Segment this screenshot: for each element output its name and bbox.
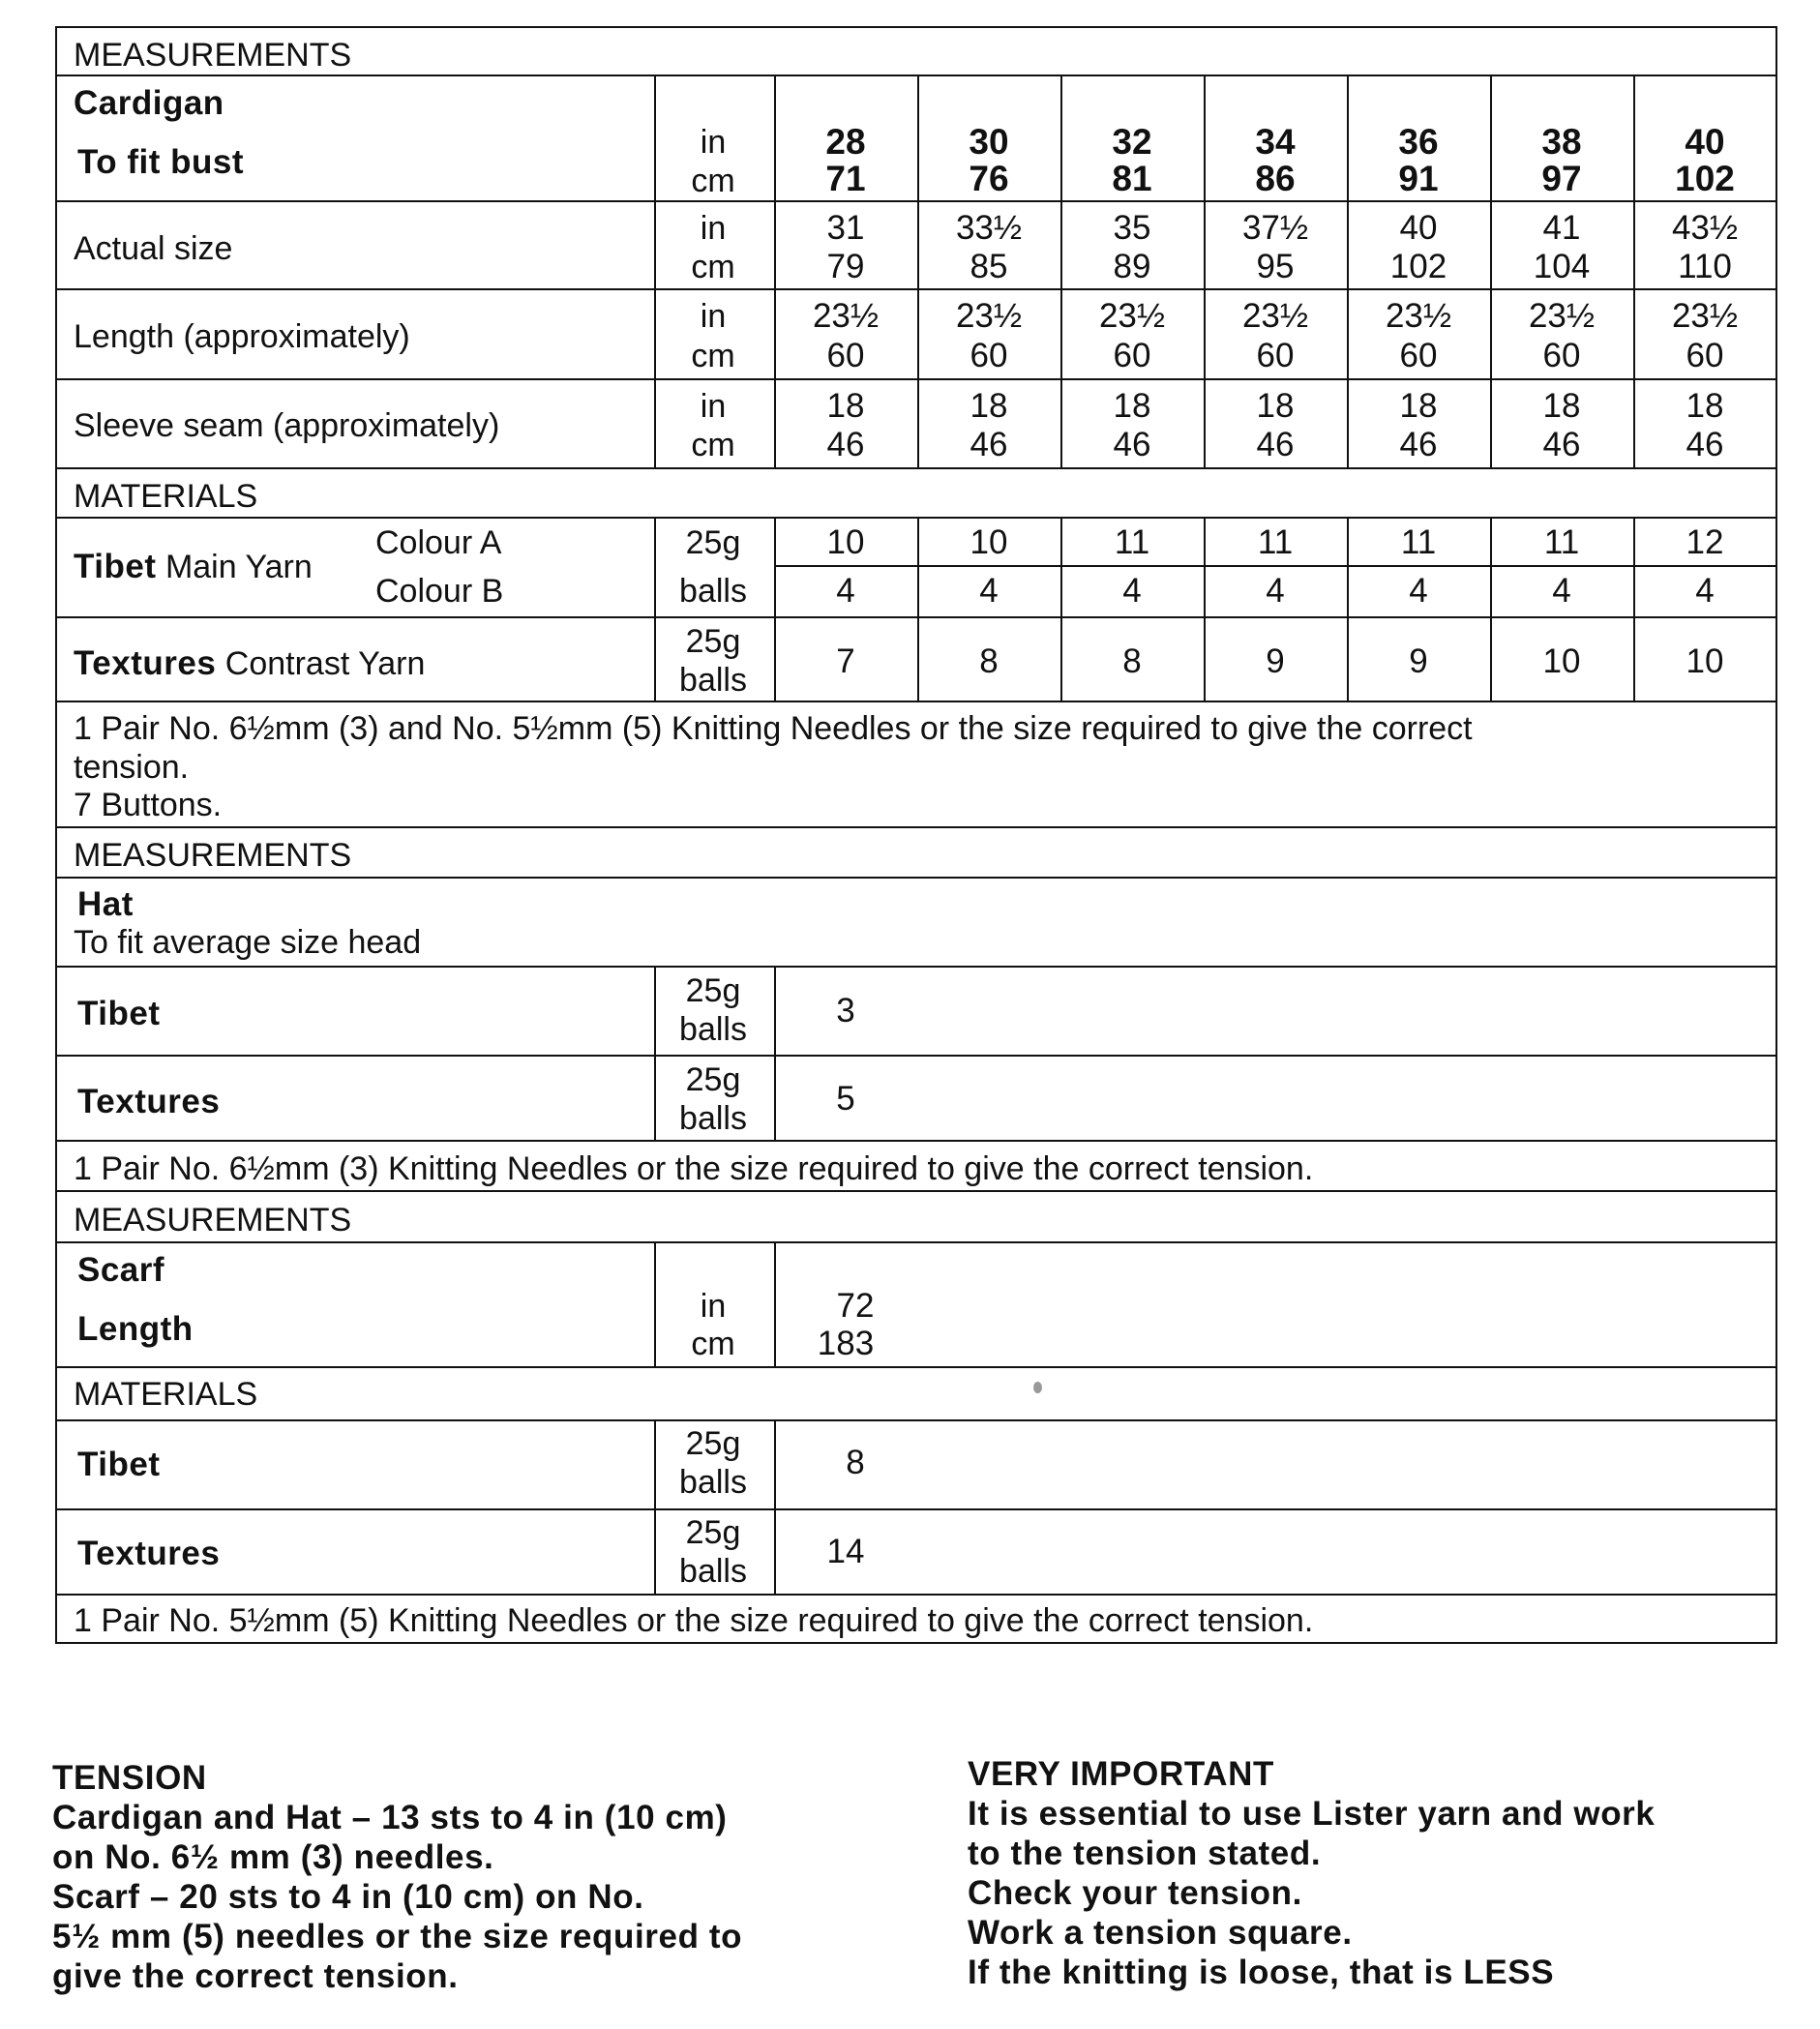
important-block bbox=[968, 1754, 1655, 1992]
cell-colour-a: 11 bbox=[1114, 523, 1150, 561]
needles-note: 1 Pair No. 5½mm (5) Knitting Needles or the size required to give the correct tension. bbox=[74, 1602, 1314, 1639]
cell-cm: 46 bbox=[1113, 426, 1151, 463]
unit-balls: balls bbox=[679, 662, 747, 699]
cell-in: 23½ bbox=[812, 297, 880, 335]
size-in: 34 bbox=[1255, 122, 1296, 162]
cell-cm: 60 bbox=[1542, 337, 1581, 374]
cell-in: 43½ bbox=[1671, 209, 1739, 247]
cell-colour-a: 11 bbox=[1257, 523, 1294, 561]
cell-in: 18 bbox=[1399, 387, 1438, 425]
tension-heading: TENSION bbox=[52, 1759, 207, 1797]
cell-cm: 46 bbox=[1542, 426, 1581, 463]
tension-line: on No. 6½ mm (3) needles. bbox=[52, 1838, 494, 1876]
unit-balls: balls bbox=[679, 1011, 747, 1048]
important-line: Check your tension. bbox=[968, 1874, 1302, 1912]
section-label: MATERIALS bbox=[74, 478, 258, 515]
size-cm: 81 bbox=[1112, 159, 1152, 198]
section-label: MEASUREMENTS bbox=[74, 37, 352, 74]
cell-in: 37½ bbox=[1241, 209, 1309, 247]
size-cm: 76 bbox=[969, 159, 1009, 198]
unit-in: in bbox=[700, 388, 727, 425]
yarn-label: Tibet Main Yarn bbox=[74, 548, 313, 585]
unit-cm: cm bbox=[691, 163, 735, 199]
unit-weight: 25g bbox=[685, 1061, 741, 1098]
cell-cm: 60 bbox=[970, 337, 1008, 374]
cell-cm: 102 bbox=[1389, 248, 1447, 285]
section-label: MEASUREMENTS bbox=[74, 1202, 352, 1238]
row-label: Length (approximately) bbox=[74, 318, 410, 355]
cell-colour-b: 4 bbox=[1695, 572, 1715, 610]
unit-cm: cm bbox=[691, 338, 735, 374]
unit-cm: cm bbox=[691, 249, 735, 285]
cell-in: 18 bbox=[826, 387, 865, 425]
row-label: Actual size bbox=[74, 230, 233, 267]
cell-cm: 183 bbox=[817, 1325, 875, 1362]
cell-in: 35 bbox=[1113, 209, 1151, 247]
unit-in: in bbox=[700, 124, 727, 161]
yarn-label: Textures bbox=[77, 1535, 221, 1572]
needles-note: 1 Pair No. 6½mm (3) and No. 5½mm (5) Knitting Needles or the size required to give the correct bbox=[74, 710, 1473, 747]
cell-in: 40 bbox=[1399, 209, 1438, 247]
cell-colour-b: 4 bbox=[1552, 572, 1571, 610]
cell-colour-b: 4 bbox=[836, 572, 855, 610]
cell-colour-a: 11 bbox=[1400, 523, 1437, 561]
cell-cm: 46 bbox=[1399, 426, 1438, 463]
cell-cm: 110 bbox=[1678, 248, 1732, 285]
cell-cm: 79 bbox=[826, 248, 865, 285]
row-label: Sleeve seam (approximately) bbox=[74, 407, 500, 444]
unit-balls: balls bbox=[679, 1464, 747, 1501]
buttons-note: 7 Buttons. bbox=[74, 787, 223, 823]
garment-title: Cardigan bbox=[74, 84, 224, 122]
length-label: Length bbox=[77, 1310, 194, 1348]
cell-cm: 95 bbox=[1256, 248, 1295, 285]
unit-weight: 25g bbox=[685, 1514, 741, 1551]
unit-balls: balls bbox=[679, 573, 747, 610]
unit-weight: 25g bbox=[685, 623, 741, 660]
important-line: It is essential to use Lister yarn and work bbox=[968, 1795, 1656, 1833]
unit-balls: balls bbox=[679, 1553, 747, 1590]
size-cm: 86 bbox=[1255, 159, 1296, 198]
unit-in: in bbox=[700, 298, 727, 335]
tension-line: give the correct tension. bbox=[52, 1957, 459, 1995]
unit-cm: cm bbox=[691, 1326, 735, 1362]
colour-a-label: Colour A bbox=[375, 524, 502, 561]
size-in: 32 bbox=[1112, 122, 1152, 162]
unit-weight: 25g bbox=[685, 524, 741, 561]
cell-in: 23½ bbox=[1385, 297, 1452, 335]
cell-cm: 60 bbox=[1256, 337, 1295, 374]
cell-colour-a: 10 bbox=[970, 523, 1008, 561]
size-in: 36 bbox=[1398, 122, 1439, 162]
cell-in: 33½ bbox=[955, 209, 1023, 247]
fit-label: To fit bust bbox=[77, 143, 245, 181]
cell-in: 23½ bbox=[1241, 297, 1309, 335]
cell-in: 18 bbox=[1256, 387, 1295, 425]
cell-colour-a: 12 bbox=[1686, 523, 1724, 561]
size-in: 38 bbox=[1541, 122, 1582, 162]
cell-quantity: 8 bbox=[846, 1444, 865, 1481]
important-line: Work a tension square. bbox=[968, 1914, 1353, 1952]
tension-line: Scarf – 20 sts to 4 in (10 cm) on No. bbox=[52, 1878, 644, 1916]
cell-in: 23½ bbox=[1528, 297, 1596, 335]
cell-in: 18 bbox=[1113, 387, 1151, 425]
yarn-label: Textures Contrast Yarn bbox=[74, 644, 426, 682]
cell-cm: 46 bbox=[970, 426, 1008, 463]
cell-in: 72 bbox=[836, 1287, 875, 1325]
size-cm: 91 bbox=[1398, 159, 1439, 198]
size-in: 30 bbox=[969, 122, 1009, 162]
garment-title: Scarf bbox=[77, 1251, 165, 1289]
cell-cm: 89 bbox=[1113, 248, 1151, 285]
size-in: 40 bbox=[1685, 122, 1725, 162]
cell-cm: 104 bbox=[1533, 248, 1591, 285]
yarn-label: Tibet bbox=[77, 995, 161, 1032]
print-speck bbox=[1033, 1382, 1042, 1393]
unit-balls: balls bbox=[679, 1100, 747, 1137]
cell-quantity: 7 bbox=[836, 642, 855, 680]
cell-quantity: 5 bbox=[836, 1080, 855, 1118]
cell-cm: 60 bbox=[1686, 337, 1724, 374]
cell-cm: 46 bbox=[826, 426, 865, 463]
cell-cm: 46 bbox=[1686, 426, 1724, 463]
cell-colour-a: 10 bbox=[826, 523, 865, 561]
cell-quantity: 14 bbox=[826, 1533, 865, 1570]
important-line: If the knitting is loose, that is LESS bbox=[968, 1954, 1555, 1991]
cell-quantity: 8 bbox=[1122, 642, 1142, 680]
cell-in: 23½ bbox=[955, 297, 1023, 335]
cell-colour-b: 4 bbox=[1266, 572, 1285, 610]
unit-weight: 25g bbox=[685, 1425, 741, 1462]
cell-colour-b: 4 bbox=[1122, 572, 1142, 610]
size-cm: 97 bbox=[1541, 159, 1582, 198]
yarn-label: Tibet bbox=[77, 1446, 161, 1483]
cell-cm: 60 bbox=[1399, 337, 1438, 374]
cell-quantity: 9 bbox=[1409, 642, 1428, 680]
cell-colour-b: 4 bbox=[1409, 572, 1428, 610]
size-cm: 71 bbox=[825, 159, 866, 198]
cell-quantity: 8 bbox=[979, 642, 999, 680]
cell-in: 23½ bbox=[1671, 297, 1739, 335]
size-cm: 102 bbox=[1675, 159, 1735, 198]
cell-cm: 85 bbox=[970, 248, 1008, 285]
size-in: 28 bbox=[825, 122, 866, 162]
cell-in: 18 bbox=[970, 387, 1008, 425]
tension-line: Cardigan and Hat – 13 sts to 4 in (10 cm) bbox=[52, 1799, 728, 1836]
cell-in: 41 bbox=[1542, 209, 1581, 247]
garment-title: Hat bbox=[77, 885, 134, 923]
tension-line: 5½ mm (5) needles or the size required to bbox=[52, 1918, 743, 1955]
cell-cm: 46 bbox=[1256, 426, 1295, 463]
unit-weight: 25g bbox=[685, 972, 741, 1009]
important-heading: VERY IMPORTANT bbox=[968, 1755, 1274, 1793]
cell-in: 18 bbox=[1542, 387, 1581, 425]
cell-quantity: 10 bbox=[1686, 642, 1724, 680]
cell-quantity: 3 bbox=[836, 992, 855, 1029]
cell-cm: 60 bbox=[1113, 337, 1151, 374]
tension-block bbox=[52, 1758, 742, 1996]
cell-colour-a: 11 bbox=[1543, 523, 1580, 561]
section-label: MEASUREMENTS bbox=[74, 837, 352, 874]
cell-quantity: 9 bbox=[1266, 642, 1285, 680]
yarn-label: Textures bbox=[77, 1083, 221, 1120]
cell-cm: 60 bbox=[826, 337, 865, 374]
unit-cm: cm bbox=[691, 427, 735, 463]
cell-in: 18 bbox=[1686, 387, 1724, 425]
cell-in: 31 bbox=[826, 209, 865, 247]
unit-in: in bbox=[700, 210, 727, 247]
needles-note: tension. bbox=[74, 749, 190, 786]
needles-note: 1 Pair No. 6½mm (3) Knitting Needles or the size required to give the correct tension. bbox=[74, 1150, 1314, 1187]
important-line: to the tension stated. bbox=[968, 1835, 1322, 1872]
unit-in: in bbox=[700, 1288, 727, 1325]
section-label: MATERIALS bbox=[74, 1376, 258, 1413]
cell-colour-b: 4 bbox=[979, 572, 999, 610]
cell-quantity: 10 bbox=[1542, 642, 1581, 680]
colour-b-label: Colour B bbox=[375, 573, 504, 610]
fit-label: To fit average size head bbox=[74, 924, 422, 961]
cell-in: 23½ bbox=[1098, 297, 1166, 335]
